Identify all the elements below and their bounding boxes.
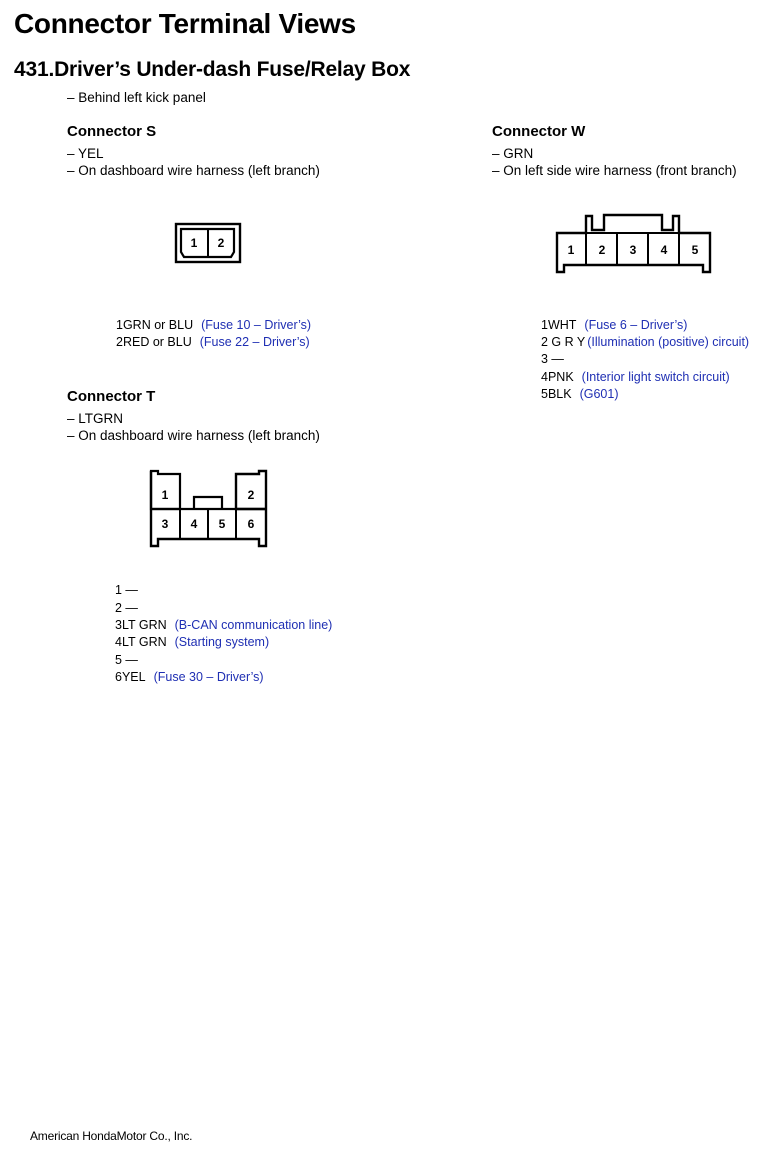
connector-w-pin-5-label: 5 xyxy=(691,243,699,257)
pin-id: 4PNK xyxy=(541,370,574,384)
connector-t-pin-6-label: 6 xyxy=(247,517,255,531)
connector-s-pin-1-label: 1 xyxy=(190,236,198,250)
pin-desc: (Starting system) xyxy=(174,635,270,649)
connector-t-pin-6 xyxy=(115,670,264,684)
footer-copyright: American HondaMotor Co., Inc. xyxy=(30,1129,193,1143)
pin-desc: (G601) xyxy=(579,387,619,401)
connector-w-pin-3 xyxy=(541,352,564,366)
location-note: – Behind left kick panel xyxy=(67,90,206,105)
pin-desc: (Fuse 30 – Driver’s) xyxy=(153,670,264,684)
pin-id: 2 G R Y xyxy=(541,335,586,349)
pin-id: 6YEL xyxy=(115,670,146,684)
pin-desc: (Fuse 6 – Driver’s) xyxy=(584,318,688,332)
connector-t-pin-3-label: 3 xyxy=(161,517,169,531)
connector-w-color: – GRN xyxy=(492,146,534,161)
connector-t-pin-4-label: 4 xyxy=(190,517,198,531)
pin-id: 1GRN or BLU xyxy=(116,318,194,332)
pin-id: 2RED or BLU xyxy=(116,335,192,349)
connector-s-diagram xyxy=(170,220,250,270)
pin-id: 1WHT xyxy=(541,318,577,332)
connector-s-pin-2 xyxy=(116,335,310,349)
connector-w-pin-1-label: 1 xyxy=(567,243,575,257)
connector-w-pin-5 xyxy=(541,387,619,401)
connector-w-harness: – On left side wire harness (front branch) xyxy=(492,163,737,178)
connector-t-pin-2-label: 2 xyxy=(247,488,255,502)
connector-s-color: – YEL xyxy=(67,146,104,161)
connector-w-title: Connector W xyxy=(492,123,586,140)
pin-desc: (Fuse 22 – Driver’s) xyxy=(199,335,310,349)
connector-t-title: Connector T xyxy=(67,388,156,405)
connector-w-pin-4-label: 4 xyxy=(660,243,668,257)
connector-s-title: Connector S xyxy=(67,123,157,140)
connector-s-pin-1 xyxy=(116,318,311,332)
pin-id: 3 — xyxy=(541,352,564,366)
connector-w-pin-2-label: 2 xyxy=(598,243,606,257)
connector-t-diagram xyxy=(146,466,272,552)
connector-t-pin-5 xyxy=(115,653,138,667)
pin-desc: (Fuse 10 – Driver’s) xyxy=(201,318,312,332)
connector-w-pin-4 xyxy=(541,370,730,384)
page-title: Connector Terminal Views xyxy=(14,8,356,39)
connector-t-pin-1-label: 1 xyxy=(161,488,169,502)
connector-w-diagram xyxy=(550,210,716,278)
connector-s-harness: – On dashboard wire harness (left branch) xyxy=(67,163,320,178)
connector-s-pin-2-label: 2 xyxy=(217,236,225,250)
connector-w-pin-2 xyxy=(541,335,749,349)
connector-w-pin-1 xyxy=(541,318,687,332)
connector-t-color: – LTGRN xyxy=(67,411,124,426)
pin-desc: (Interior light switch circuit) xyxy=(581,370,730,384)
connector-t-pin-3 xyxy=(115,618,332,632)
pin-id: 3LT GRN xyxy=(115,618,167,632)
connector-t-pin-5-label: 5 xyxy=(218,517,226,531)
connector-w-pin-3-label: 3 xyxy=(629,243,637,257)
pin-id: 2 — xyxy=(115,601,138,615)
pin-id: 5 — xyxy=(115,653,138,667)
pin-id: 1 — xyxy=(115,583,138,597)
connector-t-harness: – On dashboard wire harness (left branch) xyxy=(67,428,320,443)
section-title: 431.Driver’s Under-dash Fuse/Relay Box xyxy=(14,58,411,81)
pin-desc: (Illumination (positive) circuit) xyxy=(587,335,750,349)
connector-t-pin-2 xyxy=(115,601,138,615)
connector-t-pin-4 xyxy=(115,635,269,649)
pin-id: 4LT GRN xyxy=(115,635,167,649)
pin-desc: (B-CAN communication line) xyxy=(174,618,333,632)
pin-id: 5BLK xyxy=(541,387,572,401)
connector-t-pin-1 xyxy=(115,583,138,597)
